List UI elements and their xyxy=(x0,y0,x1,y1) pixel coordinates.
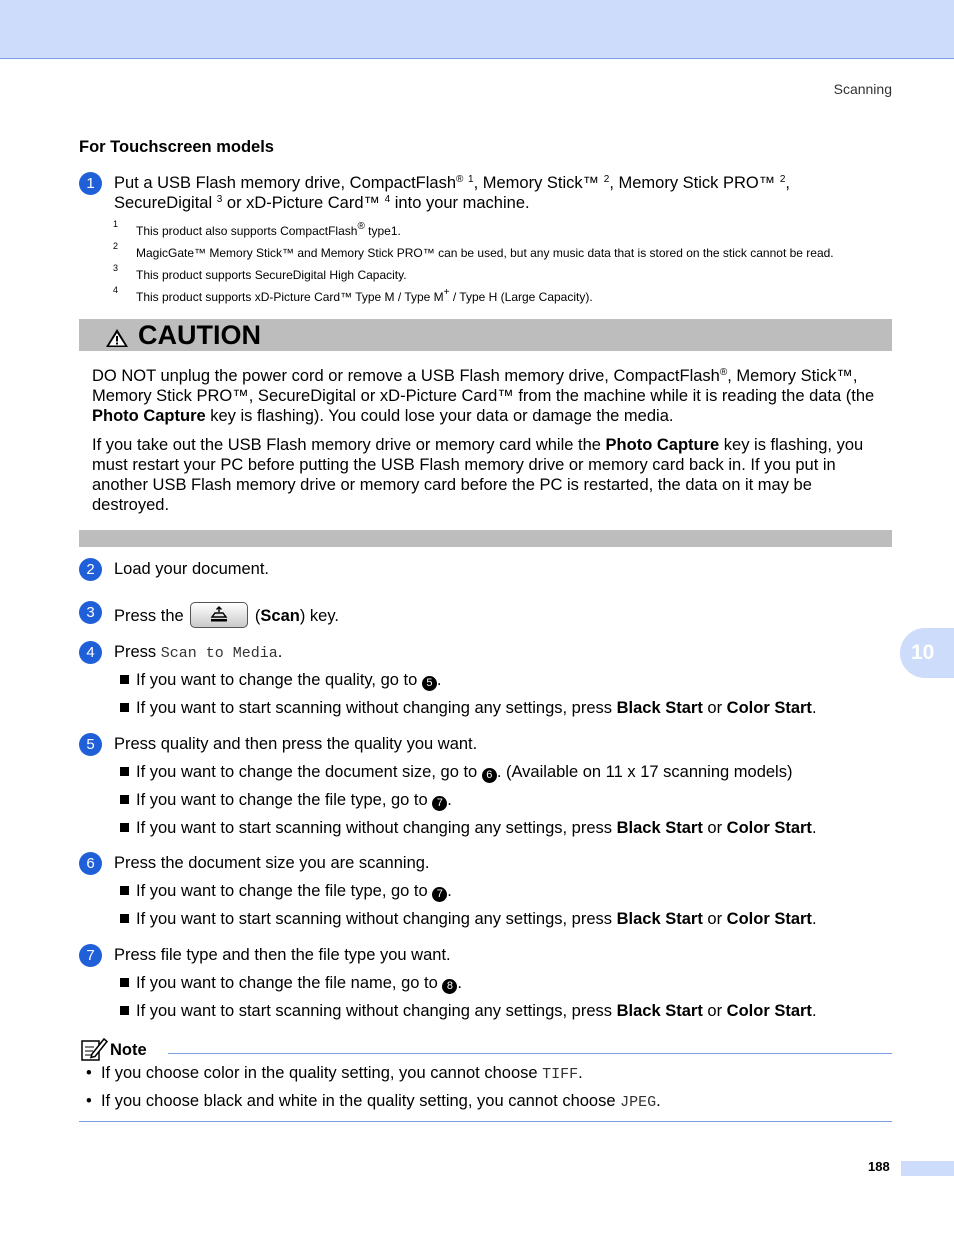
key-name: Black Start xyxy=(616,1002,703,1020)
scan-key-button[interactable] xyxy=(190,602,248,628)
caution-footer-bar xyxy=(79,530,892,547)
step-1 xyxy=(79,173,894,213)
note-label: Note xyxy=(110,1041,147,1059)
footnote-text: This product supports xD-Picture Card™ Type M / Type M xyxy=(136,290,444,304)
scan-icon xyxy=(210,606,228,623)
footnote-text: MagicGate™ Memory Stick™ and Memory Stick PRO™ can be used, but any music data that is stored on the stick cannot be read. xyxy=(136,246,834,260)
step-text: or xD-Picture Card™ xyxy=(226,194,381,212)
note-divider xyxy=(168,1053,892,1054)
step-text: Press the xyxy=(114,607,184,625)
bullet-text: If you want to start scanning without changing any settings, press xyxy=(136,819,617,837)
note-pencil-icon xyxy=(80,1036,108,1062)
note-bottom-divider xyxy=(79,1121,892,1122)
square-bullet-icon xyxy=(120,978,129,987)
bullet-text: . xyxy=(811,1002,817,1020)
footnote-ref: 3 xyxy=(216,194,223,205)
screen-option: Scan to Media xyxy=(160,645,278,662)
square-bullet-icon xyxy=(120,767,129,776)
bullet-text: If you want to change the file type, go to xyxy=(136,791,433,809)
bullet-text: . xyxy=(811,910,817,928)
bullet-text: If you want to start scanning without changing any settings, press xyxy=(136,1002,617,1020)
step-number: 2 xyxy=(79,558,102,581)
step-text: into your machine. xyxy=(394,194,530,212)
caution-text: Memory Stick PRO™, SecureDigital or xD-Picture Card™ from the machine while it is reading the data (the xyxy=(92,387,875,405)
bullet-item xyxy=(120,762,890,783)
key-name: Black Start xyxy=(616,819,703,837)
bullet-text: or xyxy=(702,1002,727,1020)
footnote-ref: 2 xyxy=(603,174,610,185)
footnote-ref: 1 xyxy=(468,174,474,185)
step-text: , Memory Stick PRO™ xyxy=(609,174,776,192)
bullet-dot: • xyxy=(86,1064,92,1082)
step-7 xyxy=(79,945,894,965)
caution-text: key is flashing). You could lose your data or damage the media. xyxy=(205,407,674,425)
note-item xyxy=(86,1063,886,1085)
key-name: Photo Capture xyxy=(605,436,720,454)
footnote-ref: 4 xyxy=(384,194,391,205)
caution-text: DO NOT unplug the power cord or remove a USB Flash memory drive, CompactFlash xyxy=(92,367,720,385)
footnote-text: type1. xyxy=(364,224,401,238)
header-band xyxy=(0,0,954,59)
bullet-item xyxy=(120,881,890,902)
caution-paragraph-1 xyxy=(92,366,892,426)
key-name: Black Start xyxy=(616,910,703,928)
registered-mark: ® xyxy=(719,367,728,378)
bullet-text: If you want to start scanning without changing any settings, press xyxy=(136,910,617,928)
page-number-bar xyxy=(901,1161,954,1176)
square-bullet-icon xyxy=(120,1006,129,1015)
step-text: . xyxy=(277,643,283,661)
caution-paragraph-2 xyxy=(92,435,892,515)
key-name: Color Start xyxy=(726,699,812,717)
step-2 xyxy=(79,559,894,579)
step-text: Press xyxy=(114,643,161,661)
warning-triangle-icon xyxy=(105,328,129,348)
step-4 xyxy=(79,642,894,664)
bullet-item xyxy=(120,818,890,838)
bullet-text: . xyxy=(436,671,442,689)
bullet-text: . (Available on 11 x 17 scanning models) xyxy=(496,763,793,781)
bullet-text: If you want to change the file type, go to xyxy=(136,882,433,900)
footnote-text: / Type H (Large Capacity). xyxy=(449,290,593,304)
step-text: , Memory Stick™ xyxy=(473,174,600,192)
step-ref-icon: 5 xyxy=(422,676,437,691)
step-ref-icon: 6 xyxy=(482,768,497,783)
step-number: 4 xyxy=(79,641,102,664)
step-number: 7 xyxy=(79,944,102,967)
bullet-item xyxy=(120,973,890,994)
chapter-tab: 10 xyxy=(900,628,954,678)
caution-text: destroyed. xyxy=(92,496,170,514)
footnote-number: 4 xyxy=(113,285,119,295)
file-format: JPEG xyxy=(620,1094,657,1111)
step-ref-icon: 7 xyxy=(432,887,447,902)
step-text: Put a USB Flash memory drive, CompactFlash xyxy=(114,174,457,192)
step-number: 1 xyxy=(79,172,102,195)
caution-text: another USB Flash memory drive or memory card before the PC is restarted, the data on it may be xyxy=(92,476,812,494)
note-item xyxy=(86,1091,886,1113)
bullet-text: . xyxy=(447,882,452,900)
bullet-text: If you want to change the document size, go to xyxy=(136,763,482,781)
key-name: Black Start xyxy=(616,699,703,717)
plus-mark: + xyxy=(443,287,450,298)
note-text: . xyxy=(578,1064,583,1082)
footnote-4 xyxy=(113,285,883,304)
bullet-text: If you want to start scanning without changing any settings, press xyxy=(136,699,617,717)
bullet-text: . xyxy=(811,699,817,717)
step-text: Load your document. xyxy=(114,560,270,578)
footnote-ref: 2 xyxy=(779,174,786,185)
square-bullet-icon xyxy=(120,823,129,832)
bullet-item xyxy=(120,790,890,811)
step-5 xyxy=(79,734,894,754)
bullet-text: If you want to change the quality, go to xyxy=(136,671,422,689)
square-bullet-icon xyxy=(120,886,129,895)
caution-text: If you take out the USB Flash memory drive or memory card while the xyxy=(92,436,606,454)
key-name: Photo Capture xyxy=(92,407,206,425)
step-text: ( xyxy=(250,607,261,625)
bullet-item xyxy=(120,909,890,929)
bullet-item xyxy=(120,670,890,691)
step-ref-icon: 8 xyxy=(442,979,457,994)
key-name: Color Start xyxy=(726,910,812,928)
bullet-text: or xyxy=(702,819,727,837)
footnote-3 xyxy=(113,263,883,282)
key-name: Color Start xyxy=(726,1002,812,1020)
caution-title: CAUTION xyxy=(138,320,261,350)
registered-mark: ® xyxy=(456,174,464,185)
step-ref-icon: 7 xyxy=(432,796,447,811)
footnote-1 xyxy=(113,219,883,238)
file-format: TIFF xyxy=(542,1066,579,1083)
footnote-number: 2 xyxy=(113,241,119,251)
footnote-2 xyxy=(113,241,883,260)
bullet-text: . xyxy=(457,974,462,992)
registered-mark: ® xyxy=(357,221,365,232)
note-text: If you choose black and white in the quality setting, you cannot choose xyxy=(100,1092,621,1110)
caution-text: , Memory Stick™, xyxy=(727,367,858,385)
footnote-number: 1 xyxy=(113,219,119,229)
square-bullet-icon xyxy=(120,795,129,804)
section-label: Scanning xyxy=(833,81,892,97)
step-6 xyxy=(79,853,894,873)
bullet-item xyxy=(120,698,890,718)
page-number: 188 xyxy=(868,1159,890,1174)
step-3 xyxy=(79,602,894,628)
bullet-item xyxy=(120,1001,890,1021)
step-number: 3 xyxy=(79,601,102,624)
bullet-text: . xyxy=(811,819,817,837)
bullet-text: If you want to change the file name, go to xyxy=(136,974,443,992)
section-heading: For Touchscreen models xyxy=(79,138,274,156)
step-text: Press quality and then press the quality you want. xyxy=(114,735,478,753)
note-text: . xyxy=(656,1092,661,1110)
footnote-text: This product also supports CompactFlash xyxy=(136,224,358,238)
note-text: If you choose color in the quality setting, you cannot choose xyxy=(100,1064,543,1082)
key-name: Color Start xyxy=(726,819,812,837)
bullet-text: or xyxy=(702,910,727,928)
caution-text: must restart your PC before putting the USB Flash memory drive or memory card back in. If you put in xyxy=(92,456,836,474)
step-text: Press the document size you are scanning. xyxy=(114,854,430,872)
bullet-dot: • xyxy=(86,1092,92,1110)
step-text: , xyxy=(785,174,791,192)
bullet-text: or xyxy=(702,699,727,717)
step-number: 6 xyxy=(79,852,102,875)
caution-text: key is flashing, you xyxy=(719,436,864,454)
step-number: 5 xyxy=(79,733,102,756)
key-name: Scan xyxy=(260,607,300,625)
square-bullet-icon xyxy=(120,703,129,712)
step-text: Press file type and then the file type you want. xyxy=(114,946,451,964)
footnote-number: 3 xyxy=(113,263,119,273)
square-bullet-icon xyxy=(120,675,129,684)
footnote-text: This product supports SecureDigital High Capacity. xyxy=(136,268,407,282)
step-text: SecureDigital xyxy=(114,194,213,212)
square-bullet-icon xyxy=(120,914,129,923)
step-text: ) key. xyxy=(299,607,339,625)
bullet-text: . xyxy=(447,791,452,809)
